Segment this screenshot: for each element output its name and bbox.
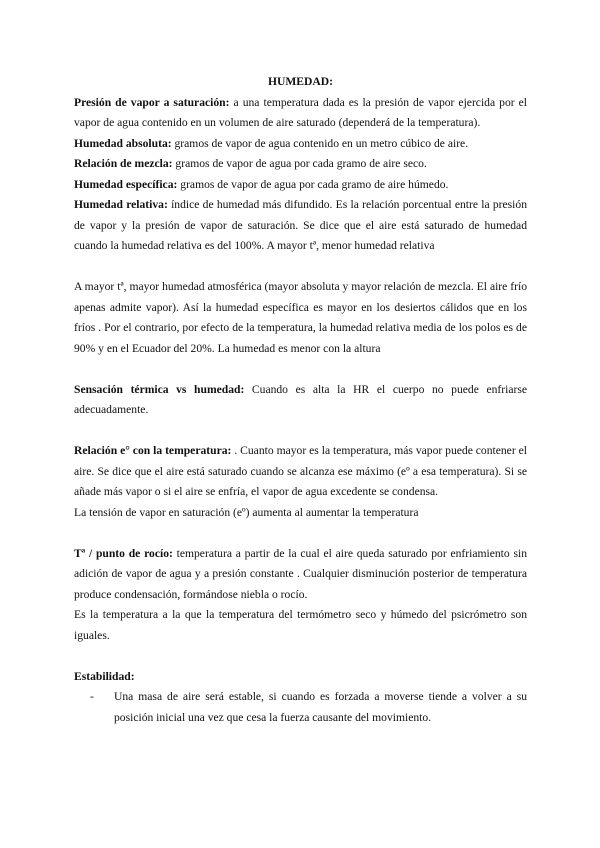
section-term: Relación e° con la temperatura: bbox=[74, 444, 232, 457]
spacer bbox=[74, 257, 527, 278]
spacer bbox=[74, 421, 527, 442]
paragraph-psicrometro: Es la temperatura a la que la temperatura del termómetro seco y húmedo del psicrómetro son iguales. bbox=[74, 608, 527, 642]
definition-presion-vapor bbox=[74, 93, 527, 134]
spacer bbox=[74, 359, 527, 380]
definition-term: Humedad específica: bbox=[74, 177, 178, 191]
section-sensacion-termica bbox=[74, 380, 527, 421]
list-item bbox=[74, 687, 527, 728]
definition-humedad-absoluta bbox=[74, 134, 527, 155]
heading-text: Estabilidad: bbox=[74, 669, 135, 683]
definition-text: índice de humedad más difundido. Es la relación porcentual entre la presión de vapor y la presión de vapor de saturación. Se dice que el aire está saturado de humedad cuando la humedad relativa es del 100%. A mayor tª, menor humedad relativa bbox=[74, 198, 527, 252]
document-body bbox=[74, 72, 527, 728]
definition-text: gramos de vapor de agua contenido en un metro cúbico de aire. bbox=[171, 136, 469, 150]
definition-text: gramos de vapor de agua por cada gramo de aire seco. bbox=[172, 157, 427, 170]
spacer bbox=[74, 523, 527, 544]
paragraph-tension-vapor: La tensión de vapor en saturación (eº) aumenta al aumentar la temperatura bbox=[74, 505, 419, 519]
section-term: Sensación térmica vs humedad: bbox=[74, 382, 245, 396]
section-text: temperatura a partir de la cual el aire queda saturado por enfriamiento sin adición de vapor de agua y a presión constante . Cualquier disminución posterior de temperatura produce condensación, formándose niebla o rocío. bbox=[74, 546, 527, 601]
section-term: Tª / punto de rocío: bbox=[74, 546, 173, 560]
definition-humedad-relativa bbox=[74, 195, 527, 257]
section-relacion-temperatura bbox=[74, 441, 527, 503]
section-text: . Cuanto mayor es la temperatura, más vapor puede contener el aire. Se dice que el aire está saturado cuando se alcanza ese máximo (eº a esa temperatura). Si se añade más vapor o si el aire se enfría, el vapor de agua excedente se condensa. bbox=[74, 444, 527, 498]
definition-humedad-especifica bbox=[74, 175, 527, 196]
list-bullet: - bbox=[90, 690, 94, 703]
list-item-text: Una masa de aire será estable, si cuando es forzada a moverse tiende a volver a su posición inicial una vez que cesa la fuerza causante del movimiento. bbox=[114, 690, 527, 724]
paragraph-temperatura-humedad: A mayor tª, mayor humedad atmosférica (mayor absoluta y mayor relación de mezcla. El aire frío apenas admite vapor). Así la humedad específica es mayor en los desiertos cálidos que en los fríos . Por el contrario, por efecto de la temperatura, la humedad relativa media de los polos es de 90% y en el Ecuador del 20%. La humedad es menor con la altura bbox=[74, 280, 527, 355]
spacer bbox=[74, 646, 527, 667]
definition-term: Humedad relativa: bbox=[74, 198, 168, 211]
section-heading-estabilidad bbox=[74, 667, 527, 688]
definition-text: gramos de vapor de agua por cada gramo de aire húmedo. bbox=[177, 177, 449, 191]
section-punto-rocio bbox=[74, 544, 527, 606]
section-text: Cuando es alta la HR el cuerpo no puede enfriarse adecuadamente. bbox=[74, 382, 527, 416]
definition-relacion-mezcla bbox=[74, 154, 527, 175]
definition-text: a una temperatura dada es la presión de vapor ejercida por el vapor de agua contenido en un volumen de aire saturado (dependerá de la temperatura). bbox=[74, 95, 528, 129]
page-title: HUMEDAD: bbox=[267, 75, 334, 88]
definition-term: Presión de vapor a saturación: bbox=[74, 95, 230, 109]
definition-term: Relación de mezcla: bbox=[74, 157, 173, 170]
definition-term: Humedad absoluta: bbox=[74, 136, 172, 150]
